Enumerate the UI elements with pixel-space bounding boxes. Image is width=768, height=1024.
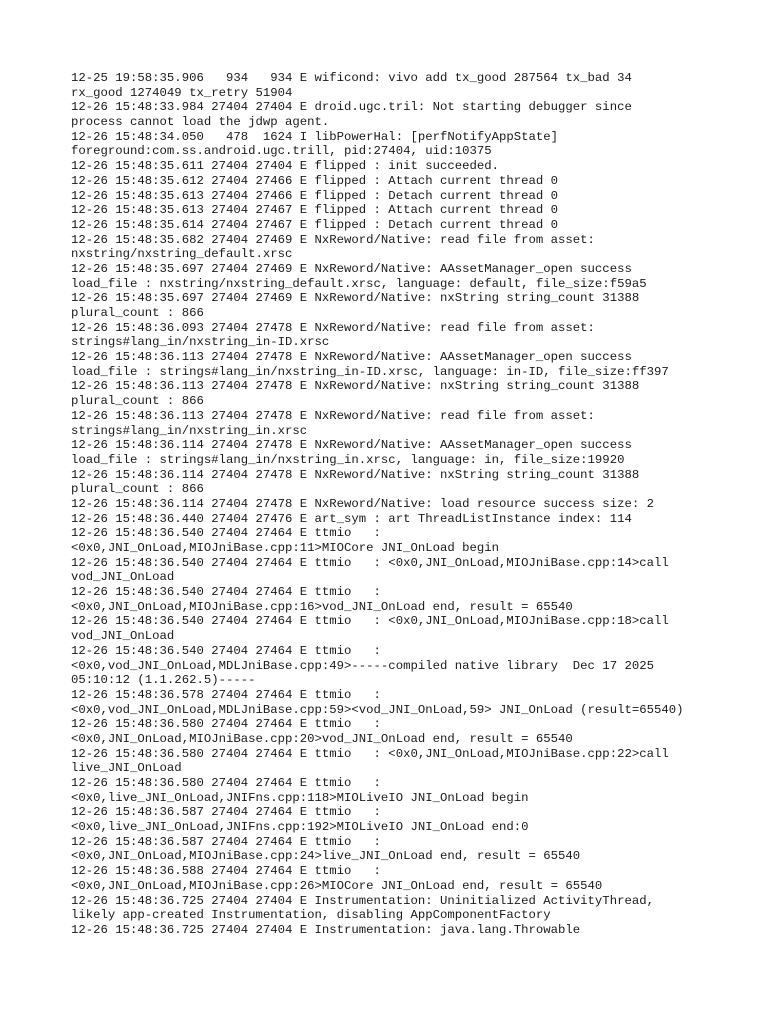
log-line: 12-26 15:48:36.093 27404 27478 E NxReword/Native: read file from asset: xyxy=(71,320,595,335)
log-line: 12-26 15:48:33.984 27404 27404 E droid.ugc.tril: Not starting debugger since xyxy=(71,100,632,115)
log-line: 12-26 15:48:36.114 27404 27478 E NxReword/Native: load resource success size: 2 xyxy=(71,496,654,511)
log-line: <0x0,vod_JNI_OnLoad,MDLJniBase.cpp:49>-----compiled native library Dec 17 2025 xyxy=(71,658,654,673)
log-line: 12-26 15:48:36.725 27404 27404 E Instrumentation: Uninitialized ActivityThread, xyxy=(71,893,654,908)
log-line: <0x0,vod_JNI_OnLoad,MDLJniBase.cpp:59><vod_JNI_OnLoad,59> JNI_OnLoad (result=65540) xyxy=(71,702,684,717)
log-line: 12-26 15:48:35.613 27404 27466 E flipped : Detach current thread 0 xyxy=(71,188,559,203)
log-line: 12-26 15:48:34.050 478 1624 I libPowerHal: [perfNotifyAppState] xyxy=(71,129,559,144)
log-text-block xyxy=(71,71,731,938)
log-line: nxstring/nxstring_default.xrsc xyxy=(71,247,293,262)
log-line: 12-26 15:48:35.614 27404 27467 E flipped : Detach current thread 0 xyxy=(71,217,559,232)
log-line: 12-26 15:48:36.113 27404 27478 E NxReword/Native: read file from asset: xyxy=(71,408,595,423)
log-line: load_file : strings#lang_in/nxstring_in-ID.xrsc, language: in-ID, file_size:ff397 xyxy=(71,364,669,379)
log-line: 12-26 15:48:36.440 27404 27476 E art_sym : art ThreadListInstance index: 114 xyxy=(71,511,632,526)
log-line: 12-26 15:48:36.540 27404 27464 E ttmio : <0x0,JNI_OnLoad,MIOJniBase.cpp:18>call xyxy=(71,614,669,629)
log-line: 12-26 15:48:36.114 27404 27478 E NxReword/Native: nxString string_count 31388 xyxy=(71,467,640,482)
log-line: plural_count : 866 xyxy=(71,306,204,320)
log-line: 12-26 15:48:36.587 27404 27464 E ttmio : xyxy=(71,805,381,820)
log-line: 12-26 15:48:36.580 27404 27464 E ttmio : xyxy=(71,717,381,732)
log-line: vod_JNI_OnLoad xyxy=(71,629,175,644)
log-line: 12-26 15:48:36.540 27404 27464 E ttmio : xyxy=(71,585,381,600)
log-line: 12-26 15:48:35.611 27404 27404 E flipped : init succeeded. xyxy=(71,159,500,174)
log-line: process cannot load the jdwp agent. xyxy=(71,115,330,130)
log-line: 12-26 15:48:36.113 27404 27478 E NxReword/Native: AAssetManager_open success xyxy=(71,350,632,365)
log-line: vod_JNI_OnLoad xyxy=(71,570,175,585)
log-line: 12-26 15:48:36.540 27404 27464 E ttmio : xyxy=(71,526,381,541)
log-line: 12-26 15:48:36.588 27404 27464 E ttmio : xyxy=(71,864,381,879)
log-line: 12-26 15:48:36.580 27404 27464 E ttmio : xyxy=(71,776,381,790)
log-line: 12-26 15:48:36.580 27404 27464 E ttmio : <0x0,JNI_OnLoad,MIOJniBase.cpp:22>call xyxy=(71,746,669,761)
log-line: likely app-created Instrumentation, disabling AppComponentFactory xyxy=(71,908,551,923)
log-line: <0x0,live_JNI_OnLoad,JNIFns.cpp:118>MIOLiveIO JNI_OnLoad begin xyxy=(71,790,529,805)
log-line: 12-26 15:48:36.540 27404 27464 E ttmio : xyxy=(71,643,381,658)
log-line: 12-26 15:48:35.682 27404 27469 E NxReword/Native: read file from asset: xyxy=(71,232,595,247)
log-line: 12-26 15:48:35.697 27404 27469 E NxReword/Native: nxString string_count 31388 xyxy=(71,291,640,306)
log-line: 12-26 15:48:36.540 27404 27464 E ttmio : <0x0,JNI_OnLoad,MIOJniBase.cpp:14>call xyxy=(71,555,669,570)
log-line: foreground:com.ss.android.ugc.trill, pid:27404, uid:10375 xyxy=(71,144,492,159)
log-line: <0x0,live_JNI_OnLoad,JNIFns.cpp:192>MIOLiveIO JNI_OnLoad end:0 xyxy=(71,820,529,835)
log-line: 12-26 15:48:36.114 27404 27478 E NxReword/Native: AAssetManager_open success xyxy=(71,438,632,453)
log-line: strings#lang_in/nxstring_in-ID.xrsc xyxy=(71,335,330,350)
log-line: strings#lang_in/nxstring_in.xrsc xyxy=(71,423,308,438)
log-line: 12-26 15:48:36.587 27404 27464 E ttmio : xyxy=(71,834,381,849)
log-line: <0x0,JNI_OnLoad,MIOJniBase.cpp:16>vod_JNI_OnLoad end, result = 65540 xyxy=(71,599,573,614)
log-line: <0x0,JNI_OnLoad,MIOJniBase.cpp:26>MIOCore JNI_OnLoad end, result = 65540 xyxy=(71,878,603,893)
log-line: load_file : nxstring/nxstring_default.xrsc, language: default, file_size:f59a5 xyxy=(71,276,647,291)
log-line: 12-26 15:48:36.578 27404 27464 E ttmio : xyxy=(71,687,381,702)
log-line: 05:10:12 (1.1.262.5)----- xyxy=(71,673,256,688)
log-line: 12-26 15:48:35.697 27404 27469 E NxReword/Native: AAssetManager_open success xyxy=(71,261,632,276)
log-line: 12-25 19:58:35.906 934 934 E wificond: vivo add tx_good 287564 tx_bad 34 xyxy=(71,71,632,85)
log-line: live_JNI_OnLoad xyxy=(71,761,182,776)
log-line: 12-26 15:48:35.612 27404 27466 E flipped : Attach current thread 0 xyxy=(71,173,559,188)
log-line: plural_count : 866 xyxy=(71,482,204,497)
log-line: rx_good 1274049 tx_retry 51904 xyxy=(71,85,293,100)
log-line: load_file : strings#lang_in/nxstring_in.xrsc, language: in, file_size:19920 xyxy=(71,452,625,467)
log-line: 12-26 15:48:36.113 27404 27478 E NxReword/Native: nxString string_count 31388 xyxy=(71,379,640,394)
log-line: <0x0,JNI_OnLoad,MIOJniBase.cpp:24>live_JNI_OnLoad end, result = 65540 xyxy=(71,849,581,864)
log-line: 12-26 15:48:35.613 27404 27467 E flipped : Attach current thread 0 xyxy=(71,203,559,218)
log-line: <0x0,JNI_OnLoad,MIOJniBase.cpp:11>MIOCore JNI_OnLoad begin xyxy=(71,541,500,555)
log-line: plural_count : 866 xyxy=(71,394,204,409)
log-line: 12-26 15:48:36.725 27404 27404 E Instrumentation: java.lang.Throwable xyxy=(71,922,581,937)
log-line: <0x0,JNI_OnLoad,MIOJniBase.cpp:20>vod_JNI_OnLoad end, result = 65540 xyxy=(71,731,573,746)
